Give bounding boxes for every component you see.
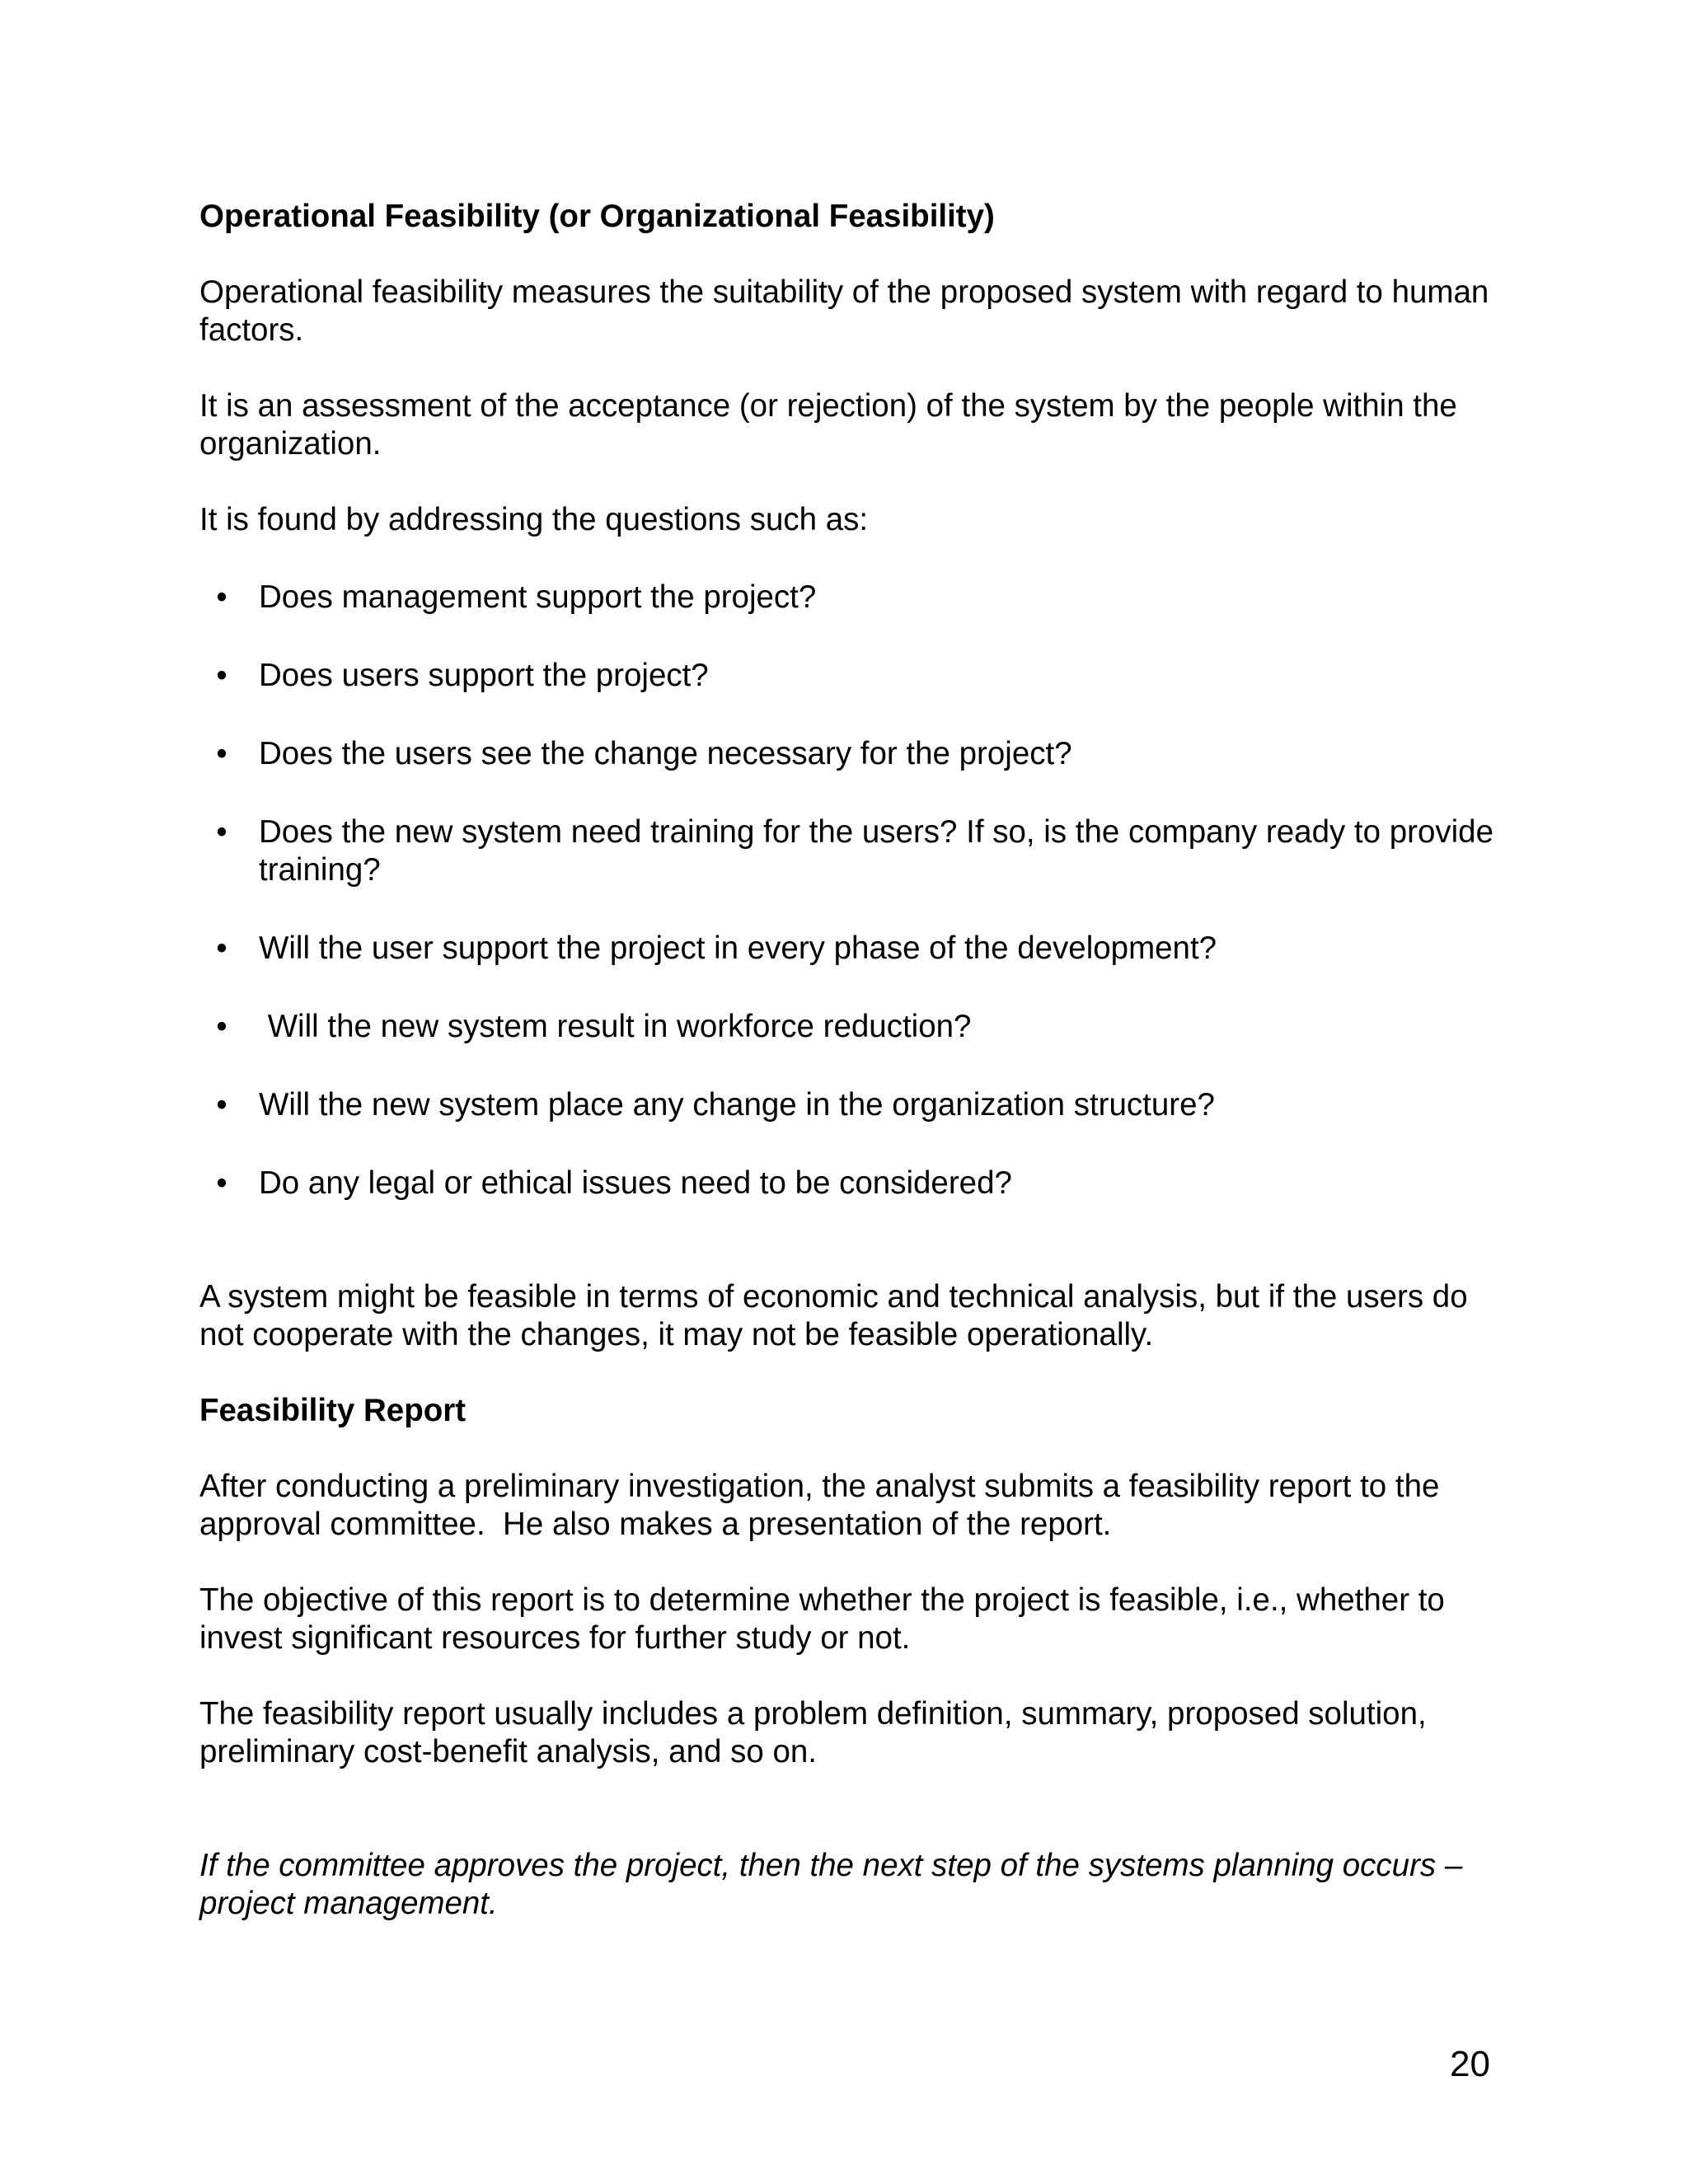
bullet-icon: • (216, 579, 227, 615)
bullet-icon: • (216, 1165, 227, 1201)
list-item (199, 1165, 1502, 1202)
list-item (199, 735, 1502, 773)
list-item-text: Does the new system need training for the users? If so, is the company ready to provide training? (259, 814, 1494, 888)
question-list (199, 579, 1502, 1202)
list-item-text: Does users support the project? (259, 658, 709, 693)
paragraph-report-submission: After conducting a preliminary investigation, the analyst submits a feasibility report to the approval committee. He also makes a presentation of the report. (199, 1469, 1449, 1542)
bullet-icon: • (216, 1087, 227, 1122)
list-item-text: Do any legal or ethical issues need to be considered? (259, 1165, 1012, 1201)
list-item (199, 930, 1502, 968)
bullet-icon: • (216, 658, 227, 693)
paragraph-report-objective: The objective of this report is to determine whether the project is feasible, i.e., whether to invest significant resources for further study or not. (199, 1582, 1445, 1656)
page-number: 20 (1450, 2044, 1490, 2084)
list-item (199, 1008, 1502, 1046)
section-heading-operational-feasibility: Operational Feasibility (or Organizational Feasibility) (199, 199, 995, 234)
list-item-text: Will the user support the project in every phase of the development? (259, 930, 1217, 966)
paragraph-assessment: It is an assessment of the acceptance (or rejection) of the system by the people within the organization. (199, 388, 1457, 462)
bullet-icon: • (216, 930, 227, 966)
paragraph-report-contents: The feasibility report usually includes a problem definition, summary, proposed solution, preliminary cost-benefit analysis, and so on. (199, 1696, 1427, 1769)
paragraph-operational-conclusion: A system might be feasible in terms of economic and technical analysis, but if the users do not cooperate with the changes, it may not be feasible operationally. (199, 1279, 1468, 1352)
list-item-text: Will the new system result in workforce reduction? (259, 1009, 972, 1044)
list-item (199, 579, 1502, 616)
list-item-text: Does management support the project? (259, 579, 817, 615)
paragraph-questions-intro: It is found by addressing the questions such as: (199, 502, 869, 537)
bullet-icon: • (216, 1009, 227, 1044)
list-item-text: Does the users see the change necessary for the project? (259, 736, 1072, 771)
list-item (199, 657, 1502, 695)
page-content (199, 198, 1502, 1923)
list-item (199, 813, 1502, 889)
list-item-text: Will the new system place any change in the organization structure? (259, 1087, 1215, 1122)
paragraph-definition: Operational feasibility measures the suitability of the proposed system with regard to human factors. (199, 274, 1489, 348)
bullet-icon: • (216, 814, 227, 850)
list-item (199, 1086, 1502, 1124)
note-next-step: If the committee approves the project, then the next step of the systems planning occurs – project management. (199, 1848, 1463, 1921)
bullet-icon: • (216, 736, 227, 771)
section-heading-feasibility-report: Feasibility Report (199, 1393, 467, 1428)
